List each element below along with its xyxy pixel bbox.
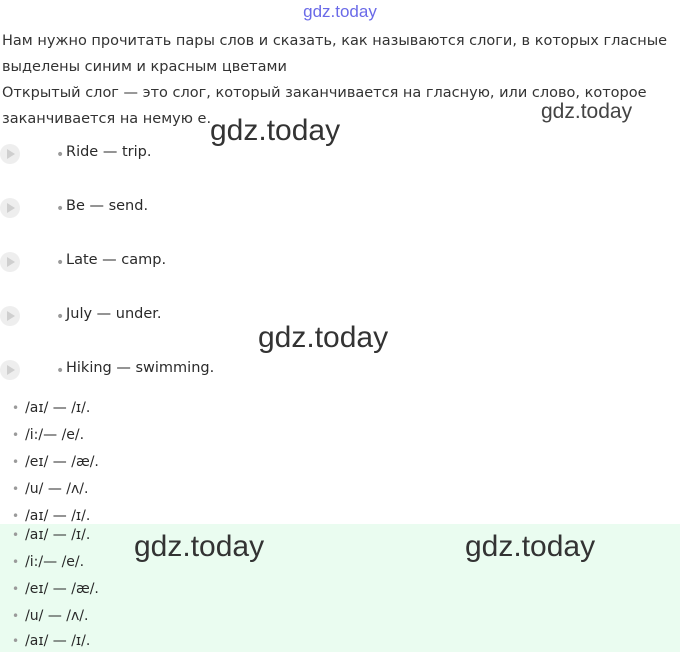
watermark: gdz.today xyxy=(541,100,633,123)
bullet: • xyxy=(12,455,20,469)
phonetic-text: /aɪ/ — /ɪ/. xyxy=(25,400,91,416)
bullet: • xyxy=(56,363,65,379)
play-icon[interactable] xyxy=(0,306,20,326)
phonetic-item xyxy=(12,633,90,649)
intro-paragraph: Нам нужно прочитать пары слов и сказать, как называются слоги, в которых гласные выделены синим и красным цветами xyxy=(2,33,668,75)
phonetic-item xyxy=(12,608,88,624)
word-pair: Hiking — swimming. xyxy=(66,360,215,376)
phonetic-text: /aɪ/ — /ɪ/. xyxy=(25,633,91,649)
watermark: gdz.today xyxy=(465,530,596,563)
watermark: gdz.today xyxy=(258,321,389,354)
phonetic-item xyxy=(12,508,90,524)
phonetic-text: /i:/— /e/. xyxy=(25,554,85,570)
watermark: gdz.today xyxy=(210,114,341,147)
phonetic-text: /eɪ/ — /æ/. xyxy=(25,454,99,470)
definition-paragraph: Открытый слог — это слог, который заканчивается на гласную, или слово, которое заканчивается на немую е. xyxy=(2,85,647,127)
phonetic-text: /u/ — /ʌ/. xyxy=(25,608,89,624)
phonetic-item xyxy=(12,554,84,570)
bullet: • xyxy=(12,609,20,623)
phonetic-text: /aɪ/ — /ɪ/. xyxy=(25,527,91,543)
bullet: • xyxy=(12,428,20,442)
play-icon[interactable] xyxy=(0,198,20,218)
play-icon[interactable] xyxy=(0,252,20,272)
bullet: • xyxy=(12,509,20,523)
bullet: • xyxy=(56,255,65,271)
play-icon[interactable] xyxy=(0,144,20,164)
phonetic-item xyxy=(12,427,84,443)
phonetic-text: /eɪ/ — /æ/. xyxy=(25,581,99,597)
word-pair: Ride — trip. xyxy=(66,144,152,160)
phonetic-item xyxy=(12,454,99,470)
phonetic-item xyxy=(12,481,88,497)
phonetic-text: /i:/— /e/. xyxy=(25,427,85,443)
bullet: • xyxy=(56,201,65,217)
bullet: • xyxy=(56,147,65,163)
bullet: • xyxy=(12,582,20,596)
bullet: • xyxy=(12,555,20,569)
watermark: gdz.today xyxy=(134,530,265,563)
phonetic-item xyxy=(12,400,90,416)
word-pair: Be — send. xyxy=(66,198,149,214)
bullet: • xyxy=(12,634,20,648)
bullet: • xyxy=(56,309,65,325)
bullet: • xyxy=(12,401,20,415)
word-pair: July — under. xyxy=(66,306,162,322)
word-pair: Late — camp. xyxy=(66,252,167,268)
phonetic-text: /u/ — /ʌ/. xyxy=(25,481,89,497)
bullet: • xyxy=(12,482,20,496)
watermark-top: gdz.today xyxy=(303,2,377,21)
play-icon[interactable] xyxy=(0,360,20,380)
phonetic-text: /aɪ/ — /ɪ/. xyxy=(25,508,91,524)
bullet: • xyxy=(12,528,20,542)
phonetic-item xyxy=(12,581,99,597)
phonetic-item xyxy=(12,527,90,543)
